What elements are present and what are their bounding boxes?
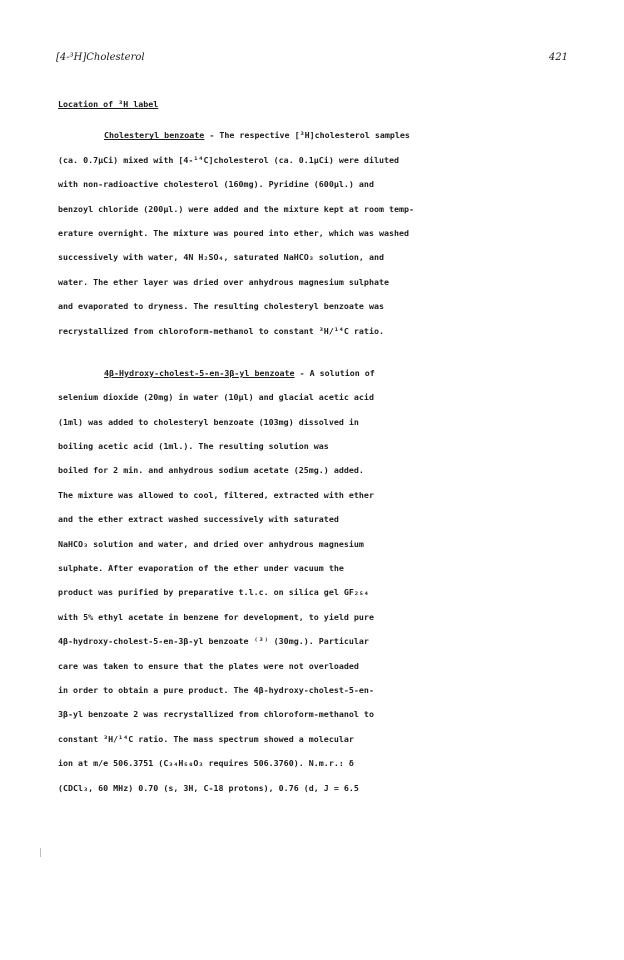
paragraph-line: 4β-hydroxy-cholest-5-en-3β-yl benzoate ⁽³⁾ (30mg.). Particular	[58, 636, 369, 647]
running-header	[56, 52, 568, 68]
paragraph-label: Cholesteryl benzoate	[104, 130, 205, 141]
paragraph-line: selenium dioxide (20mg) in water (10µl) and glacial acetic acid	[58, 392, 374, 403]
paragraph-line: NaHCO₃ solution and water, and dried over anhydrous magnesium	[58, 538, 364, 549]
running-title: [4-³H]Cholesterol	[56, 52, 145, 63]
paragraph-line: boiling acetic acid (1ml.). The resulting solution was	[58, 441, 329, 452]
paragraph-label: 4β-Hydroxy-cholest-5-en-3β-yl benzoate	[104, 367, 295, 378]
paragraph-hydroxy-benzoate	[58, 361, 558, 800]
paragraph-line: product was purified by preparative t.l.c. on silica gel GF₂₅₄	[58, 587, 369, 598]
paragraph-line: The mixture was allowed to cool, filtered, extracted with ether	[58, 489, 374, 500]
paragraph-line: erature overnight. The mixture was poured into ether, which was washed	[58, 227, 410, 238]
paragraph-line: water. The ether layer was dried over anhydrous magnesium sulphate	[58, 276, 389, 287]
paragraph-cholesteryl-benzoate	[58, 123, 558, 343]
paragraph-line: (1ml) was added to cholesteryl benzoate (103mg) dissolved in	[58, 416, 359, 427]
paragraph-line: recrystallized from chloroform-methanol to constant ³H/¹⁴C ratio.	[58, 325, 384, 336]
paragraph-line: successively with water, 4N H₂SO₄, saturated NaHCO₃ solution, and	[58, 252, 384, 263]
paragraph-line: and evaporated to dryness. The resulting cholesteryl benzoate was	[58, 301, 384, 312]
paragraph-line: 4β-Hydroxy-cholest-5-en-3β-yl benzoate - A solution of	[104, 367, 375, 378]
paragraph-line: care was taken to ensure that the plates were not overloaded	[58, 660, 359, 671]
paragraph-line: 3β-yl benzoate 2 was recrystallized from chloroform-methanol to	[58, 709, 374, 720]
paragraph-line: and the ether extract washed successively with saturated	[58, 514, 339, 525]
page-number: 421	[548, 52, 568, 63]
paragraph-line: Cholesteryl benzoate - The respective [³H]cholesterol samples	[104, 130, 410, 141]
paragraph-line: in order to obtain a pure product. The 4β-hydroxy-cholest-5-en-	[58, 685, 374, 695]
paragraph-line: ion at m/e 506.3751 (C₃₄H₅₀O₃ requires 506.3760). N.m.r.: δ	[58, 758, 354, 769]
paragraph-line: sulphate. After evaporation of the ether under vacuum the	[58, 563, 344, 574]
paragraph-line: (ca. 0.7µCi) mixed with [4-¹⁴C]cholesterol (ca. 0.1µCi) were diluted	[58, 154, 400, 165]
section-heading: Location of ³H label	[58, 99, 159, 109]
margin-mark	[40, 848, 41, 857]
paragraph-line: boiled for 2 min. and anhydrous sodium acetate (25mg.) added.	[58, 465, 364, 476]
paragraph-line: benzoyl chloride (200µl.) were added and the mixture kept at room temp-	[58, 203, 415, 214]
paragraph-line: with 5% ethyl acetate in benzene for development, to yield pure	[58, 611, 374, 622]
paragraph-line: constant ³H/¹⁴C ratio. The mass spectrum showed a molecular	[58, 733, 354, 744]
paragraph-line: with non-radioactive cholesterol (160mg). Pyridine (600µl.) and	[58, 179, 374, 190]
page-body	[58, 92, 558, 800]
paragraph-line: (CDCl₃, 60 MHz) 0.70 (s, 3H, C-18 protons), 0.76 (d, J = 6.5	[58, 782, 359, 793]
